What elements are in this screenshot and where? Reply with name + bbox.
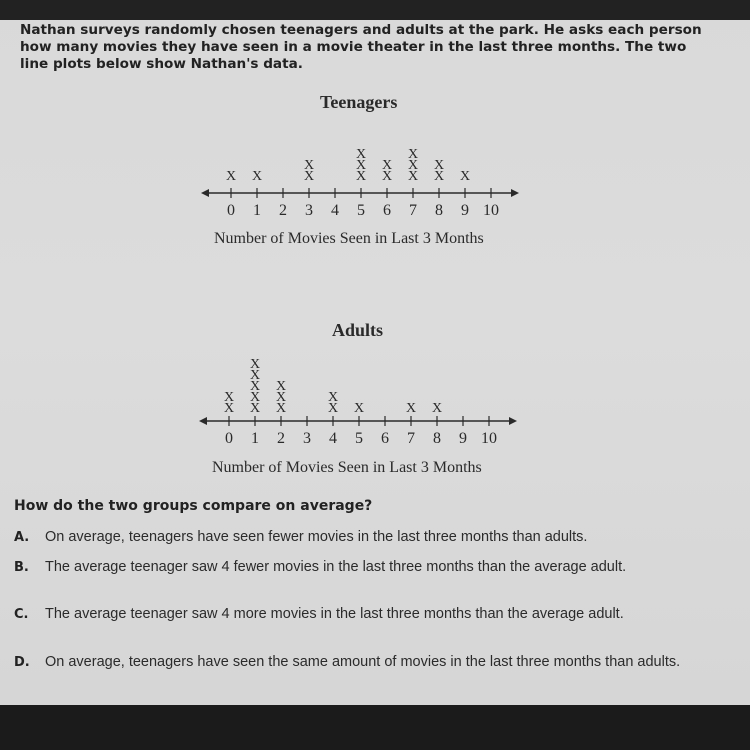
choice-a-letter: A. [14, 530, 30, 545]
tick-label-0: 0 [227, 202, 235, 219]
tick-label-1: 1 [251, 430, 259, 447]
tick-label-5: 5 [357, 202, 365, 219]
tick-label-2: 2 [279, 202, 287, 219]
tick-label-1: 1 [253, 202, 261, 219]
data-mark: X [407, 158, 419, 173]
data-mark: X [223, 401, 235, 416]
data-mark: X [381, 169, 393, 184]
tick-label-3: 3 [303, 430, 311, 447]
data-mark: X [355, 147, 367, 162]
tick-label-8: 8 [435, 202, 443, 219]
choice-a-text: On average, teenagers have seen fewer movies in the last three months than adults. [45, 529, 588, 545]
data-mark: X [225, 169, 237, 184]
tick-label-6: 6 [381, 430, 389, 447]
adults-axis-label: Number of Movies Seen in Last 3 Months [212, 459, 482, 476]
tick-label-9: 9 [459, 430, 467, 447]
tick-label-5: 5 [355, 430, 363, 447]
problem-intro: Nathan surveys randomly chosen teenagers and adults at the park. He asks each person how many movies they have seen in a movie theater in the last three months. The two line plots below show Nathan's data. [20, 22, 702, 72]
teenagers-plot-title: Teenagers [320, 92, 398, 112]
data-mark: X [355, 169, 367, 184]
tick-label-8: 8 [433, 430, 441, 447]
data-mark: X [303, 169, 315, 184]
data-mark: X [249, 379, 261, 394]
tick-label-7: 7 [407, 430, 415, 447]
tick-label-3: 3 [305, 202, 313, 219]
tick-label-6: 6 [383, 202, 391, 219]
tick-label-10: 10 [481, 430, 497, 447]
data-mark: X [433, 158, 445, 173]
data-mark: X [249, 390, 261, 405]
data-mark: X [249, 401, 261, 416]
data-mark: X [275, 401, 287, 416]
choice-c-text: The average teenager saw 4 more movies in the last three months than the average adult. [45, 606, 624, 622]
data-mark: X [433, 169, 445, 184]
tick-label-0: 0 [225, 430, 233, 447]
tick-label-9: 9 [461, 202, 469, 219]
data-mark: X [251, 169, 263, 184]
choice-c-letter: C. [14, 607, 29, 622]
question-prompt: How do the two groups compare on average? [14, 498, 373, 514]
data-mark: X [431, 401, 443, 416]
data-mark: X [355, 158, 367, 173]
data-mark: X [275, 390, 287, 405]
data-mark: X [405, 401, 417, 416]
data-mark: X [249, 368, 261, 383]
data-mark: X [353, 401, 365, 416]
adults-plot-title: Adults [332, 320, 384, 340]
tick-label-2: 2 [277, 430, 285, 447]
choice-b-letter: B. [14, 560, 29, 575]
data-mark: X [407, 169, 419, 184]
data-mark: X [303, 158, 315, 173]
data-mark: X [407, 147, 419, 162]
data-mark: X [327, 401, 339, 416]
data-mark: X [459, 169, 471, 184]
tick-label-7: 7 [409, 202, 417, 219]
data-mark: X [381, 158, 393, 173]
data-mark: X [327, 390, 339, 405]
choice-d-text: On average, teenagers have seen the same amount of movies in the last three months than adults. [45, 654, 681, 670]
choice-d-letter: D. [14, 655, 30, 670]
teenagers-axis-label: Number of Movies Seen in Last 3 Months [214, 230, 484, 247]
data-mark: X [249, 357, 261, 372]
data-mark: X [275, 379, 287, 394]
data-mark: X [223, 390, 235, 405]
tick-label-4: 4 [329, 430, 337, 447]
tick-label-4: 4 [331, 202, 339, 219]
tick-label-10: 10 [483, 202, 499, 219]
choice-b-text: The average teenager saw 4 fewer movies in the last three months than the average adult. [45, 559, 627, 575]
